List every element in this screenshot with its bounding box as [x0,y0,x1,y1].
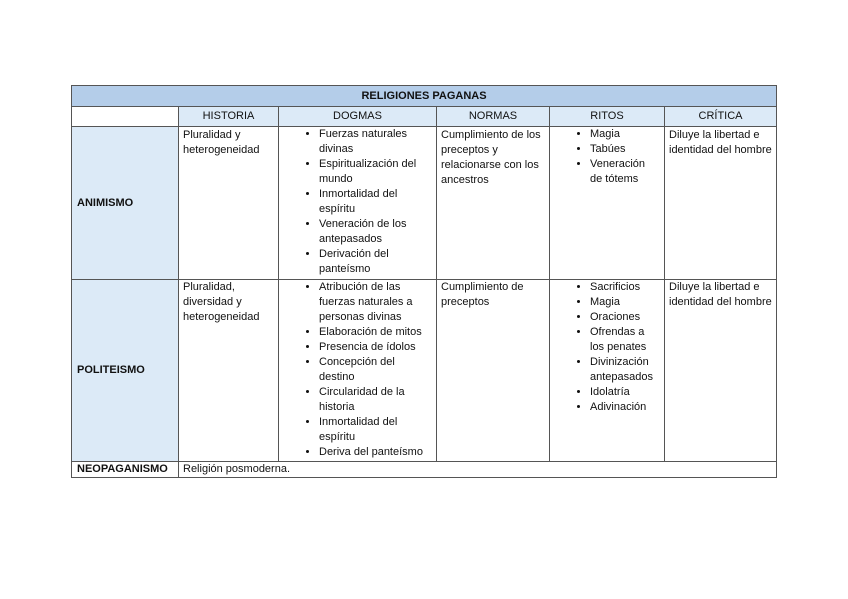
critica-text: Diluye la libertad e identidad del hombre [669,129,772,156]
table-title: RELIGIONES PAGANAS [72,86,777,107]
list-item: • Atribución de las fuerzas naturales a personas divinas [319,280,432,325]
list-item: • Veneración de tótems [590,157,660,187]
ritos-list [554,127,660,187]
list-item: • Fuerzas naturales divinas [319,127,432,157]
corner-cell [72,107,179,127]
list-item: • Idolatría [590,385,660,400]
ritos-cell [550,127,665,280]
dogmas-cell [279,127,437,280]
row-label-politeismo: POLITEISMO [72,280,179,462]
dogmas-list [283,280,432,460]
list-item: • Derivación del panteísmo [319,247,432,277]
list-item: • Deriva del panteísmo [319,445,432,460]
normas-cell [437,127,550,280]
list-item: • Magia [590,127,660,142]
list-item: • Veneración de los antepasados [319,217,432,247]
dogmas-cell [279,280,437,462]
row-label-neopaganismo: NEOPAGANISMO [72,462,179,478]
header-critica: CRÍTICA [665,107,777,127]
normas-cell [437,280,550,462]
historia-text: Pluralidad, diversidad y heterogeneidad [183,281,260,323]
list-item: • Espiritualización del mundo [319,157,432,187]
list-item: • Inmortalidad del espíritu [319,415,432,445]
normas-text: Cumplimiento de preceptos [441,281,524,308]
neopaganismo-text: Religión posmoderna. [179,462,777,478]
list-item: • Divinización antepasados [590,355,660,385]
list-item: • Magia [590,295,660,310]
list-item: • Adivinación [590,400,660,415]
list-item: • Ofrendas a los penates [590,325,660,355]
row-label-animismo: ANIMISMO [72,127,179,280]
list-item: • Elaboración de mitos [319,325,432,340]
dogmas-list [283,127,432,277]
religiones-table [71,85,777,478]
historia-cell [179,127,279,280]
header-dogmas: DOGMAS [279,107,437,127]
critica-cell [665,127,777,280]
list-item: • Concepción del destino [319,355,432,385]
list-item: • Circularidad de la historia [319,385,432,415]
table-row-animismo [72,127,777,280]
normas-text: Cumplimiento de los preceptos y relacionarse con los ancestros [441,129,541,186]
critica-cell [665,280,777,462]
header-ritos: RITOS [550,107,665,127]
ritos-list [554,280,660,415]
historia-text: Pluralidad y heterogeneidad [183,129,260,156]
list-item: • Sacrificios [590,280,660,295]
table-row-politeismo [72,280,777,462]
header-normas: NORMAS [437,107,550,127]
header-historia: HISTORIA [179,107,279,127]
list-item: • Oraciones [590,310,660,325]
table-row-neopaganismo [72,462,777,478]
historia-cell [179,280,279,462]
list-item: • Tabúes [590,142,660,157]
critica-text: Diluye la libertad e identidad del hombre [669,281,772,308]
list-item: • Presencia de ídolos [319,340,432,355]
list-item: • Inmortalidad del espíritu [319,187,432,217]
ritos-cell [550,280,665,462]
